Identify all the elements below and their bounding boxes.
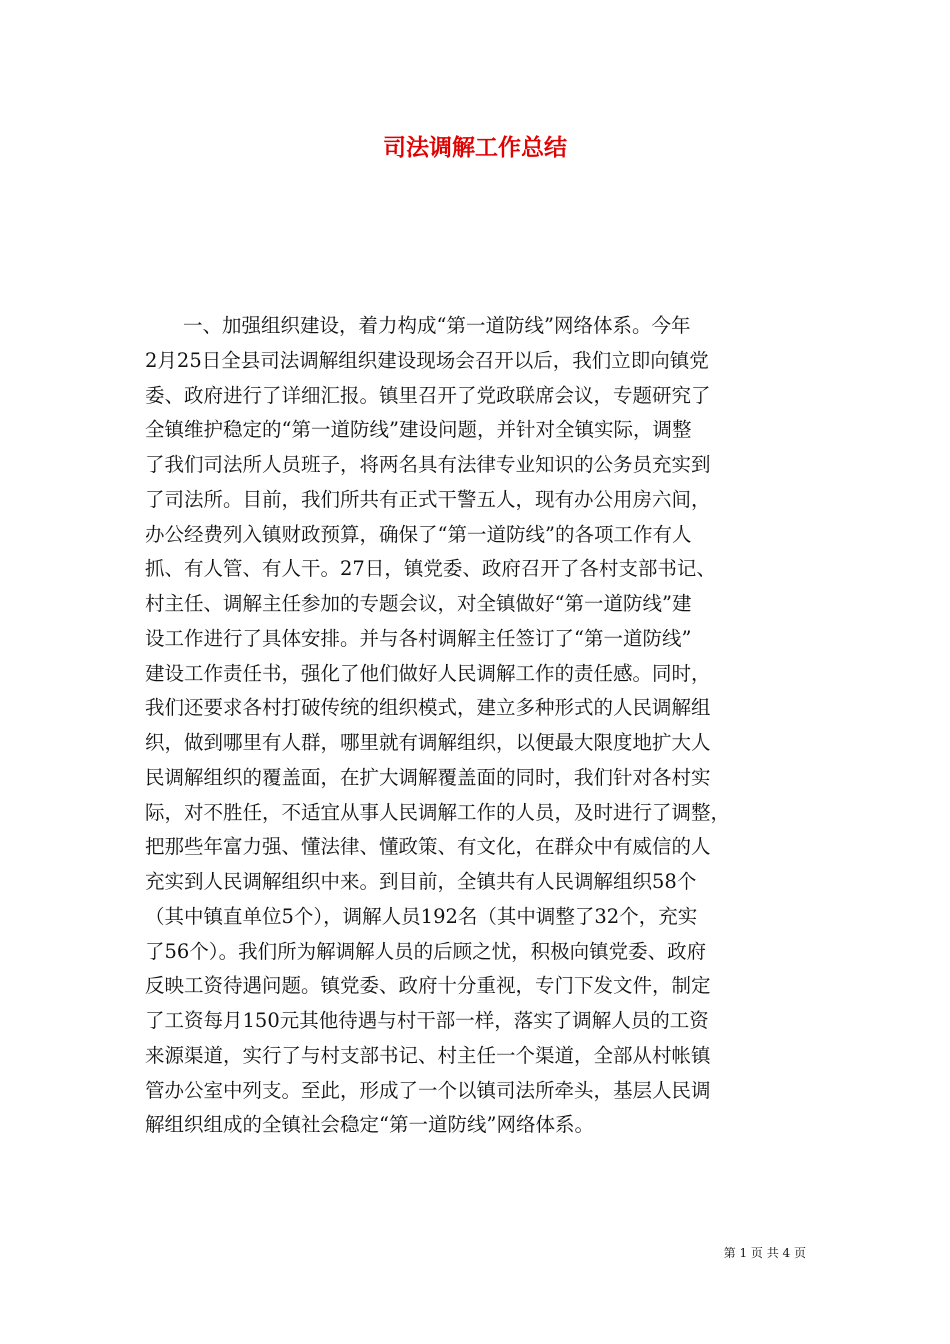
paragraph-line-3: 委、政府进行了详细汇报。镇里召开了党政联席会议，专题研究了	[145, 383, 711, 407]
paragraph-line-16: 把那些年富力强、懂法律、懂政策、有文化，在群众中有威信的人	[145, 835, 711, 859]
document-body	[145, 309, 807, 1143]
document-title: 司法调解工作总结	[383, 134, 567, 161]
paragraph-line-22: 来源渠道，实行了与村支部书记、村主任一个渠道，全部从村帐镇	[145, 1043, 711, 1067]
paragraph-line-19: 了56个）。我们所为解调解人员的后顾之忧，积极向镇党委、政府	[145, 939, 707, 963]
paragraph-line-20: 反映工资待遇问题。镇党委、政府十分重视，专门下发文件，制定	[145, 974, 711, 998]
paragraph-line-12: 我们还要求各村打破传统的组织模式，建立多种形式的人民调解组	[145, 696, 711, 720]
paragraph-line-2: 2月25日全县司法调解组织建设现场会召开以后，我们立即向镇党	[145, 348, 709, 372]
paragraph-line-14: 民调解组织的覆盖面，在扩大调解覆盖面的同时，我们针对各村实	[145, 765, 711, 789]
paragraph-line-4: 全镇维护稳定的“第一道防线”建设问题，并针对全镇实际，调整	[145, 418, 692, 442]
page-number: 第 1 页 共 4 页	[723, 1246, 806, 1260]
paragraph-line-9: 村主任、调解主任参加的专题会议，对全镇做好“第一道防线”建	[145, 592, 692, 615]
paragraph-line-15: 际，对不胜任，不适宜从事人民调解工作的人员，及时进行了调整，	[145, 800, 731, 824]
paragraph-line-1: 一、加强组织建设，着力构成“第一道防线”网络体系。今年	[183, 314, 691, 337]
paragraph-line-23: 管办公室中列支。至此，形成了一个以镇司法所牵头，基层人民调	[145, 1078, 711, 1102]
paragraph-line-10: 设工作进行了具体安排。并与各村调解主任签订了“第一道防线”	[145, 626, 692, 650]
paragraph-line-11: 建设工作责任书，强化了他们做好人民调解工作的责任感。同时，	[145, 661, 711, 685]
paragraph-line-21: 了工资每月150元其他待遇与村干部一样，落实了调解人员的工资	[145, 1009, 709, 1032]
paragraph-line-24: 解组织组成的全镇社会稳定“第一道防线”网络体系。	[145, 1113, 594, 1137]
paragraph-line-13: 织，做到哪里有人群，哪里就有调解组织，以便最大限度地扩大人	[145, 731, 711, 754]
paragraph-line-7: 办公经费列入镇财政预算，确保了“第一道防线”的各项工作有人	[145, 522, 692, 546]
paragraph-line-5: 了我们司法所人员班子，将两名具有法律专业知识的公务员充实到	[145, 453, 711, 476]
paragraph-line-6: 了司法所。目前，我们所共有正式干警五人，现有办公用房六间，	[145, 487, 711, 511]
paragraph-line-18: （其中镇直单位5个），调解人员192名（其中调整了32个，充实	[145, 904, 698, 928]
paragraph-line-8: 抓、有人管、有人干。27日，镇党委、政府召开了各村支部书记、	[145, 557, 716, 581]
paragraph-line-17: 充实到人民调解组织中来。到目前，全镇共有人民调解组织58个	[145, 870, 697, 893]
